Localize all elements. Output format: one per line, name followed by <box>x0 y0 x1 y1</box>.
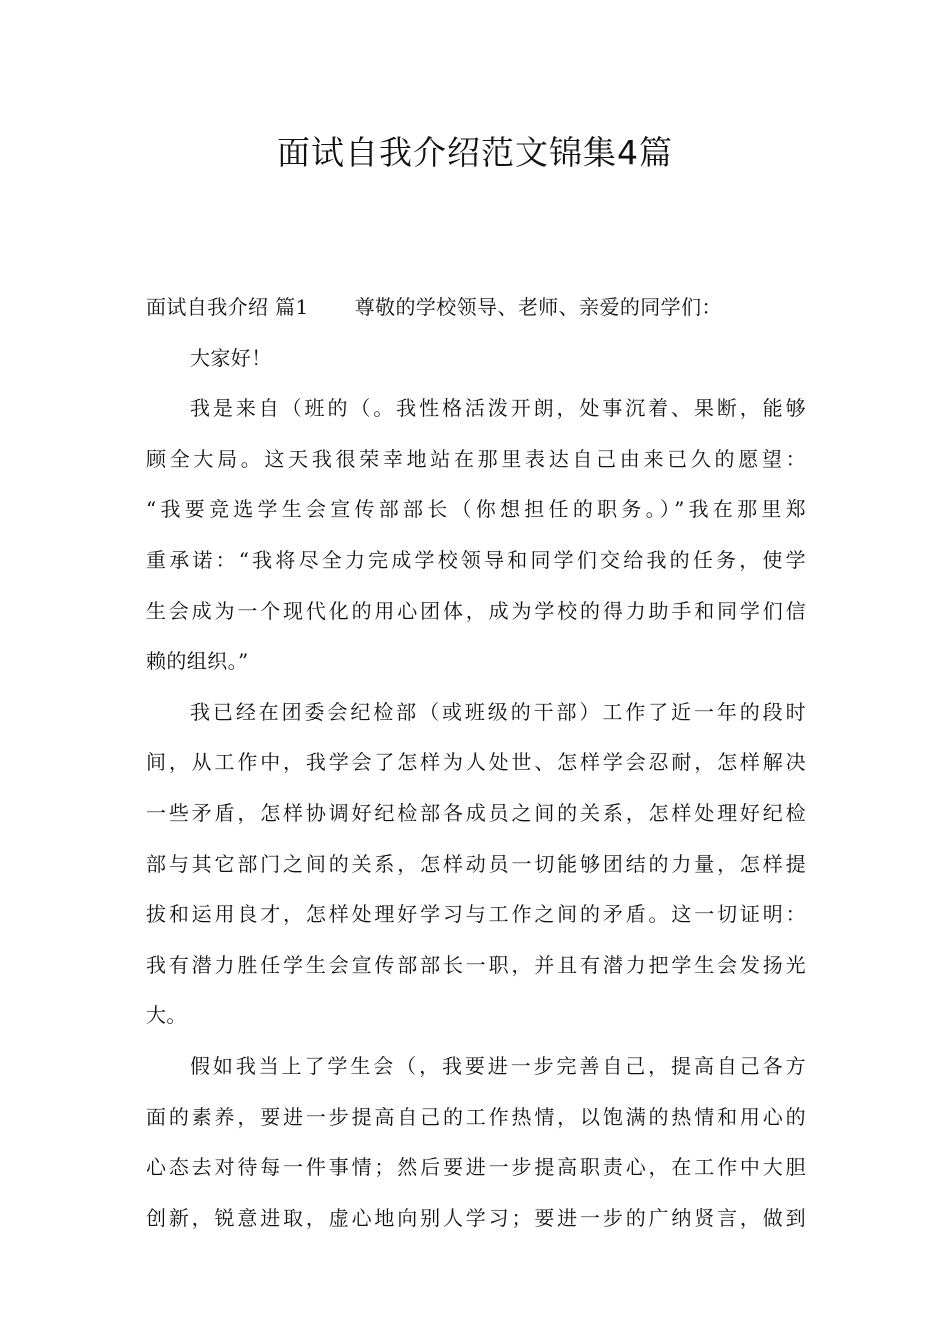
paragraph-line: 拔和运用良才，怎样处理好学习与工作之间的矛盾。这一切证明： <box>146 902 806 927</box>
paragraph-line: 重承诺：“我将尽全力完成学校领导和同学们交给我的任务，使学 <box>146 547 806 572</box>
paragraph-line: 一些矛盾，怎样协调好纪检部各成员之间的关系，怎样处理好纪检 <box>146 800 806 825</box>
document-title: 面试自我介绍范文锦集4篇 <box>277 133 673 172</box>
paragraph-line: 面的素养，要进一步提高自己的工作热情，以饱满的热情和用心的 <box>146 1104 806 1129</box>
section-label: 面试自我介绍 篇1 <box>146 295 309 319</box>
paragraph-line: 大。 <box>146 1003 187 1028</box>
paragraph-line: 大家好！ <box>190 345 272 370</box>
paragraph-line: 赖的组织。” <box>146 649 249 674</box>
salutation: 尊敬的学校领导、老师、亲爱的同学们： <box>354 295 722 319</box>
paragraph-line: 生会成为一个现代化的用心团体，成为学校的得力助手和同学们信 <box>146 598 806 623</box>
paragraph-line: 顾全大局。这天我很荣幸地站在那里表达自己由来已久的愿望： <box>146 446 806 471</box>
document-body <box>146 282 806 1243</box>
paragraph-line: 假如我当上了学生会（，我要进一步完善自己，提高自己各方 <box>190 1053 806 1078</box>
paragraph-line: “我要竞选学生会宣传部部长（你想担任的职务。）”我在那里郑 <box>146 497 806 522</box>
paragraph-line: 心态去对待每一件事情；然后要进一步提高职责心，在工作中大胆 <box>146 1155 806 1180</box>
paragraph-line: 我是来自（班的（。我性格活泼开朗，处事沉着、果断，能够 <box>190 396 806 421</box>
paragraph-line: 部与其它部门之间的关系，怎样动员一切能够团结的力量，怎样提 <box>146 851 806 876</box>
paragraph-line: 我有潜力胜任学生会宣传部部长一职，并且有潜力把学生会发扬光 <box>146 952 806 977</box>
paragraph-line: 我已经在团委会纪检部（或班级的干部）工作了近一年的段时 <box>190 699 806 724</box>
greeting-line <box>146 282 806 333</box>
paragraph-line: 创新，锐意进取，虚心地向别人学习；要进一步的广纳贤言，做到 <box>146 1205 806 1230</box>
paragraph-line: 间，从工作中，我学会了怎样为人处世、怎样学会忍耐，怎样解决 <box>146 750 806 775</box>
